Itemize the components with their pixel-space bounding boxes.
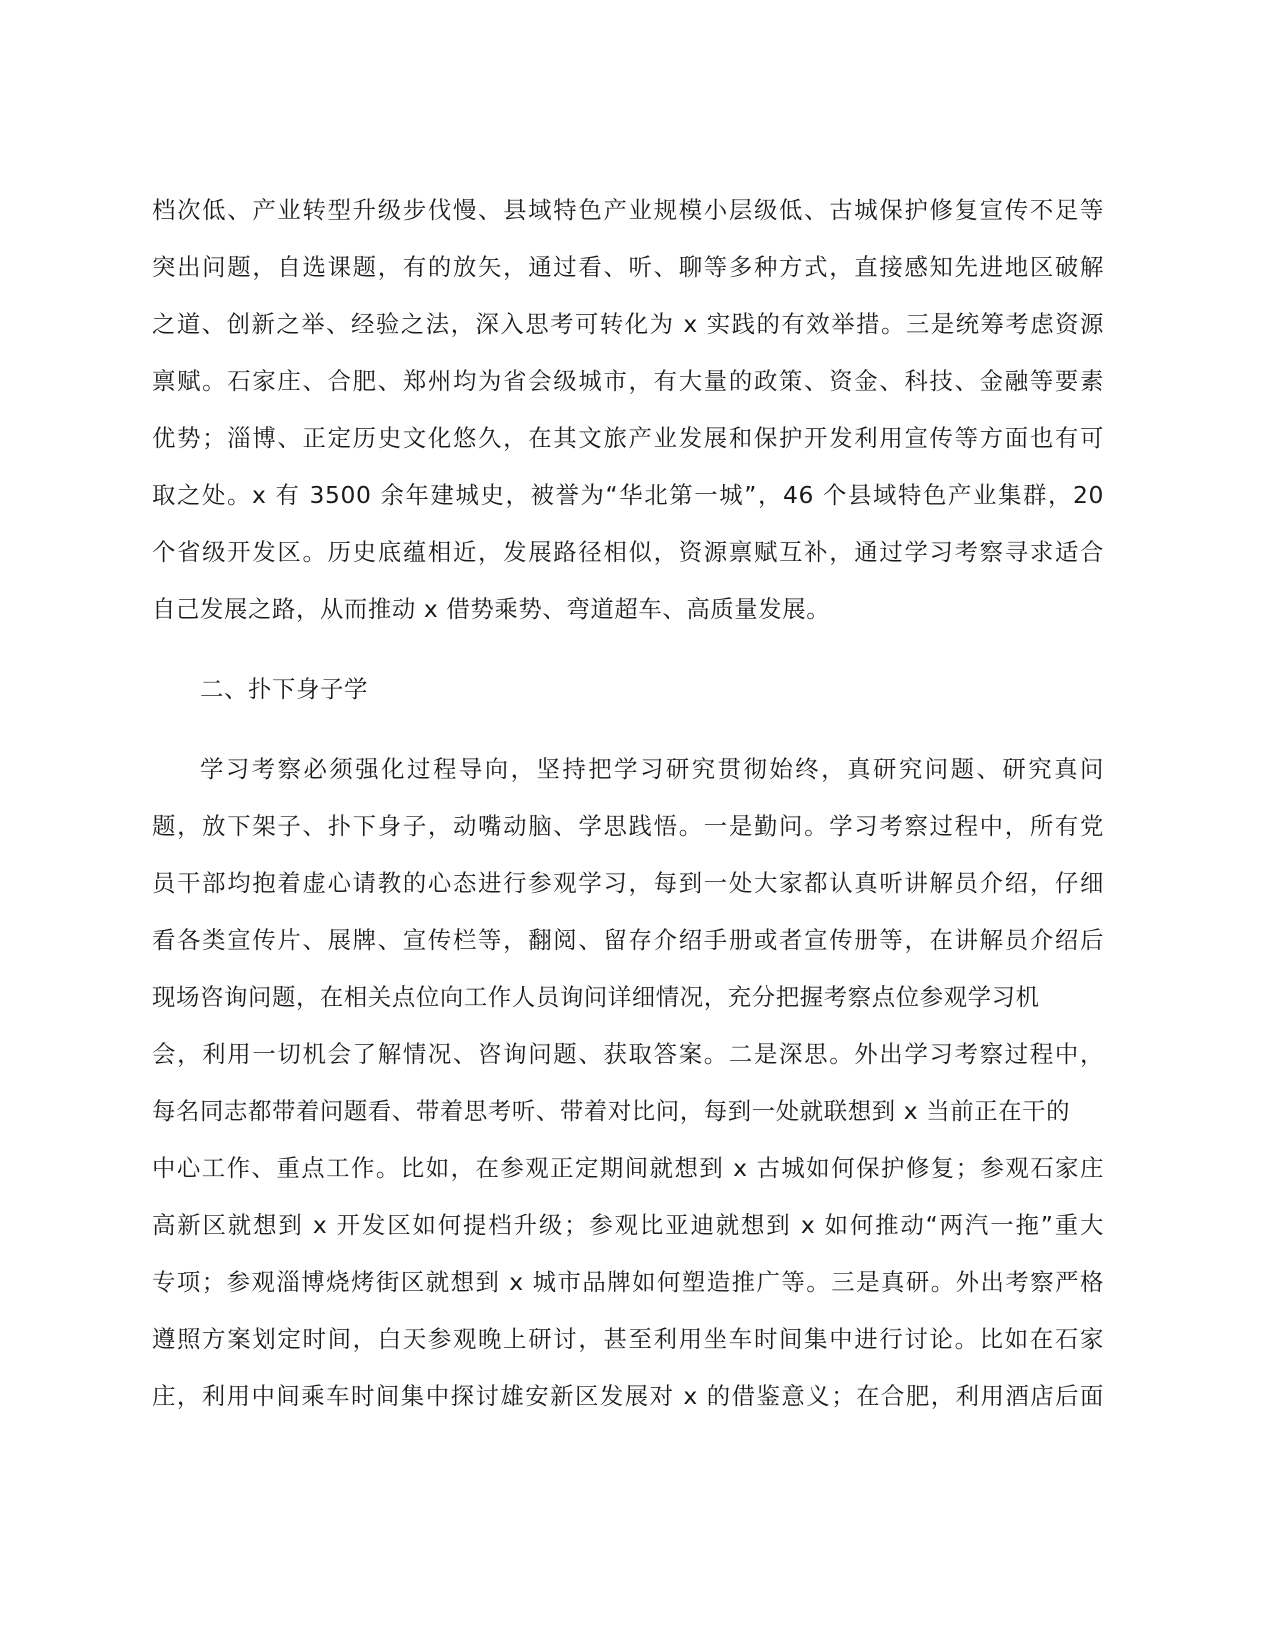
- text-line: 每名同志都带着问题看、带着思考听、带着对比问，每到一处就联想到 x 当前正在干的: [152, 1097, 1071, 1125]
- text-line: 档次低、产业转型升级步伐慢、县域特色产业规模小层级低、古城保护修复宣传不足等: [152, 196, 1104, 224]
- text-line: 员干部均抱着虚心请教的心态进行参观学习，每到一处大家都认真听讲解员介绍，仔细: [152, 869, 1104, 897]
- text-line: 之道、创新之举、经验之法，深入思考可转化为 x 实践的有效举措。三是统筹考虑资源: [152, 310, 1104, 338]
- text-line: 个省级开发区。历史底蕴相近，发展路径相似，资源禀赋互补，通过学习考察寻求适合: [152, 538, 1104, 566]
- text-line: 学习考察必须强化过程导向，坚持把学习研究贯彻始终，真研究问题、研究真问: [200, 755, 1104, 783]
- paragraph-learning-process: [152, 741, 1104, 1425]
- document-body: [152, 182, 1104, 1425]
- text-line: 会，利用一切机会了解情况、咨询问题、获取答案。二是深思。外出学习考察过程中，: [152, 1040, 1104, 1068]
- paragraph-resource-endowment: [152, 182, 1104, 638]
- section-heading: 二、扑下身子学: [200, 675, 368, 703]
- text-line: 突出问题，自选课题，有的放矢，通过看、听、聊等多种方式，直接感知先进地区破解: [152, 253, 1104, 281]
- text-line: 遵照方案划定时间，白天参观晚上研讨，甚至利用坐车时间集中进行讨论。比如在石家: [152, 1325, 1104, 1353]
- text-line: 现场咨询问题，在相关点位向工作人员询问详细情况，充分把握考察点位参观学习机: [152, 983, 1040, 1011]
- text-line: 取之处。x 有 3500 余年建城史，被誉为“华北第一城”，46 个县域特色产业集群，20: [152, 481, 1104, 509]
- text-line: 优势；淄博、正定历史文化悠久，在其文旅产业发展和保护开发利用宣传等方面也有可: [152, 424, 1104, 452]
- text-line: 中心工作、重点工作。比如，在参观正定期间就想到 x 古城如何保护修复；参观石家庄: [152, 1154, 1104, 1182]
- text-line: 专项；参观淄博烧烤街区就想到 x 城市品牌如何塑造推广等。三是真研。外出考察严格: [152, 1268, 1104, 1296]
- text-line: 庄，利用中间乘车时间集中探讨雄安新区发展对 x 的借鉴意义；在合肥，利用酒店后面: [152, 1382, 1104, 1410]
- text-line: 看各类宣传片、展牌、宣传栏等，翻阅、留存介绍手册或者宣传册等，在讲解员介绍后: [152, 926, 1104, 954]
- text-line: 禀赋。石家庄、合肥、郑州均为省会级城市，有大量的政策、资金、科技、金融等要素: [152, 367, 1104, 395]
- text-line: 自己发展之路，从而推动 x 借势乘势、弯道超车、高质量发展。: [152, 595, 831, 623]
- text-line: 题，放下架子、扑下身子，动嘴动脑、学思践悟。一是勤问。学习考察过程中，所有党: [152, 812, 1104, 840]
- text-line: 高新区就想到 x 开发区如何提档升级；参观比亚迪就想到 x 如何推动“两汽一拖”重大: [152, 1211, 1104, 1239]
